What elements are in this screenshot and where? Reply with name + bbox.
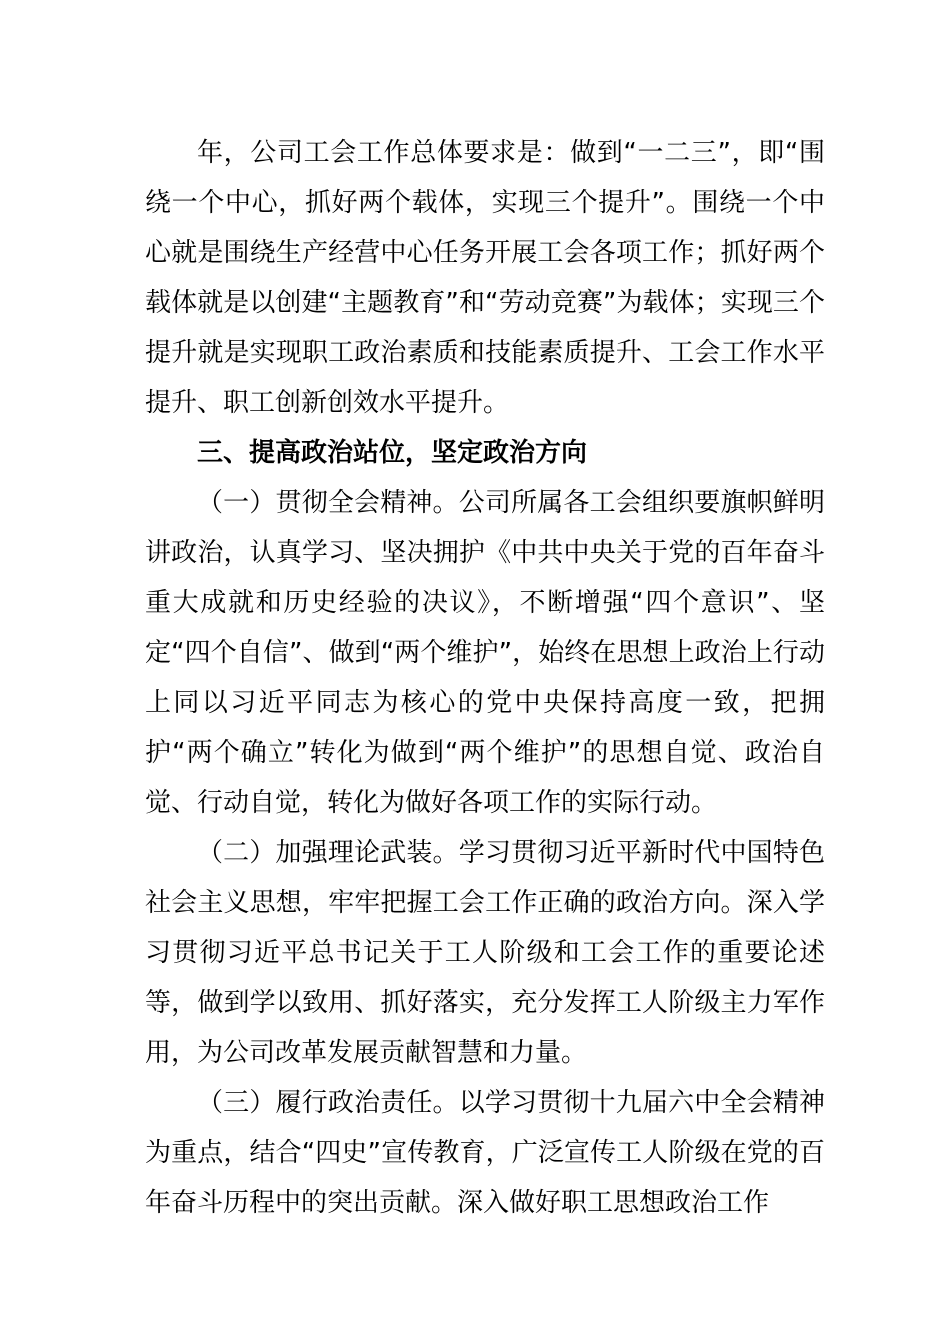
paragraph-political-responsibility: （三）履行政治责任。以学习贯彻十九届六中全会精神为重点，结合“四史”宣传教育，广泛宣传工人阶级在党的百年奋斗历程中的突出贡献。深入做好职工思想政治工作 — [145, 1088, 825, 1218]
paragraph-plenary-spirit: （一）贯彻全会精神。公司所属各工会组织要旗帜鲜明讲政治，认真学习、坚决拥护《中共中央关于党的百年奋斗重大成就和历史经验的决议》，不断增强“四个意识”、坚定“四个自信”、做到“两个维护”，始终在思想上政治上行动上同以习近平同志为核心的党中央保持高度一致，把拥护“两个确立”转化为做到“两个维护”的思想自觉、政治自觉、行动自觉，转化为做好各项工作的实际行动。 — [145, 488, 825, 818]
document-body — [145, 128, 825, 1228]
paragraph-union-requirements: 年，公司工会工作总体要求是：做到“一二三”，即“围绕一个中心，抓好两个载体，实现三个提升”。围绕一个中心就是围绕生产经营中心任务开展工会各项工作；抓好两个载体就是以创建“主题教育”和“劳动竞赛”为载体；实现三个提升就是实现职工政治素质和技能素质提升、工会工作水平提升、职工创新创效水平提升。 — [145, 138, 825, 418]
paragraph-theory-arming: （二）加强理论武装。学习贯彻习近平新时代中国特色社会主义思想，牢牢把握工会工作正确的政治方向。深入学习贯彻习近平总书记关于工人阶级和工会工作的重要论述等，做到学以致用、抓好落实，充分发挥工人阶级主力军作用，为公司改革发展贡献智慧和力量。 — [145, 838, 825, 1068]
section-heading-politics: 三、提高政治站位，坚定政治方向 — [197, 438, 588, 468]
